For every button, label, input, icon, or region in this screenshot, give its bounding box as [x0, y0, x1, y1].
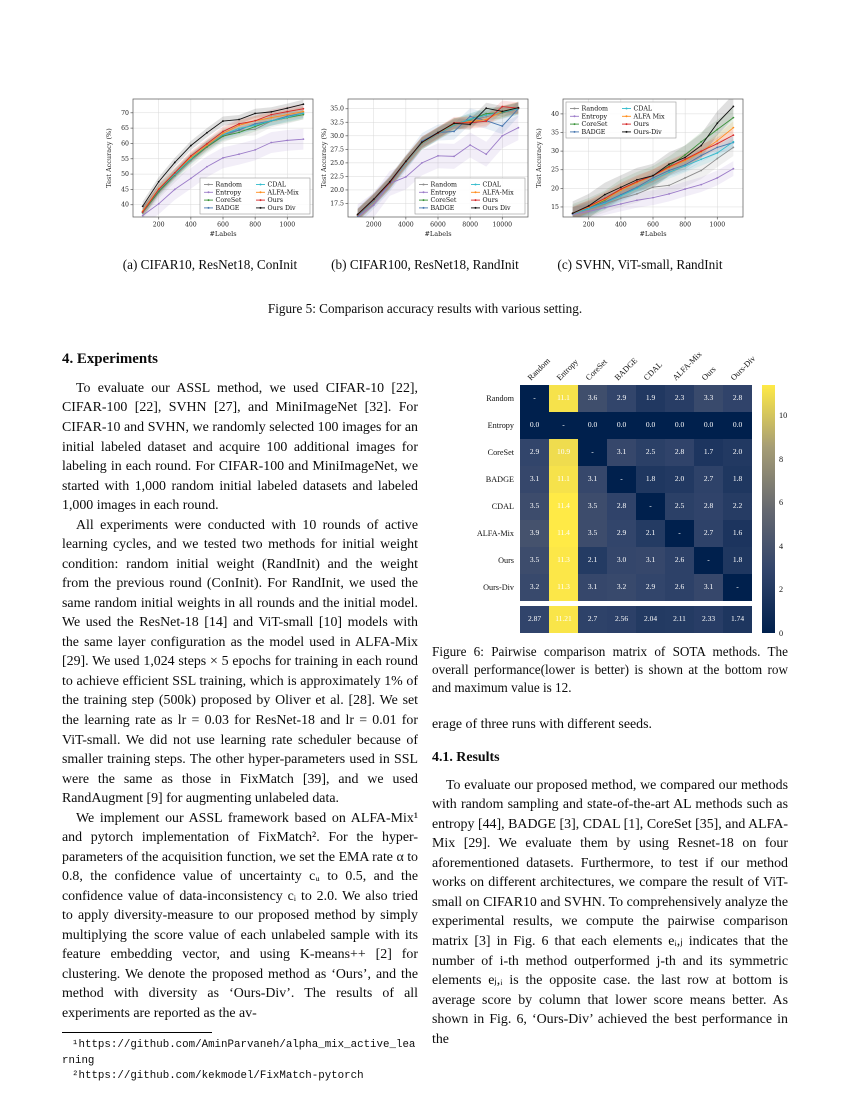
- heatmap-cell: -: [723, 574, 752, 601]
- svg-text:Test Accuracy (%): Test Accuracy (%): [104, 128, 113, 188]
- heatmap-cell: 0.0: [694, 412, 723, 439]
- svg-text:CDAL: CDAL: [482, 181, 501, 189]
- heatmap-row-label: CoreSet: [487, 448, 514, 457]
- svg-text:35: 35: [550, 129, 559, 137]
- svg-text:ALFA Mix: ALFA Mix: [633, 113, 665, 121]
- heatmap-cell: 3.9: [520, 520, 549, 547]
- heatmap-row-label: Ours: [498, 556, 514, 565]
- heatmap-cell: 3.2: [607, 574, 636, 601]
- heatmap-cell: 2.8: [607, 493, 636, 520]
- heatmap-cell: 2.3: [665, 385, 694, 412]
- svg-text:CoreSet: CoreSet: [581, 121, 607, 129]
- svg-text:4000: 4000: [397, 221, 414, 229]
- svg-text:8000: 8000: [461, 221, 478, 229]
- continuation-line: erage of three runs with different seeds.: [432, 716, 652, 732]
- svg-text:200: 200: [152, 221, 165, 229]
- heatmap-cell: 1.74: [723, 606, 752, 633]
- colorbar-tick-label: 8: [779, 454, 784, 464]
- subcaption-c: (c) SVHN, ViT-small, RandInit: [557, 257, 723, 272]
- heatmap-cell: 2.6: [665, 547, 694, 574]
- heatmap-colorbar: [762, 385, 775, 633]
- svg-text:55: 55: [120, 155, 129, 163]
- heatmap-cell: -: [578, 439, 607, 466]
- heatmap-cell: 3.5: [520, 493, 549, 520]
- right-column: [432, 349, 788, 1084]
- svg-text:40: 40: [120, 201, 129, 209]
- section-heading-experiments: 4. Experiments: [62, 351, 158, 367]
- svg-text:800: 800: [678, 221, 691, 229]
- heatmap-cell: 0.0: [578, 412, 607, 439]
- heatmap-cell: 3.5: [578, 493, 607, 520]
- colorbar-tick-label: 6: [779, 498, 784, 508]
- heatmap-cell: 2.7: [578, 606, 607, 633]
- svg-text:BADGE: BADGE: [215, 205, 239, 212]
- svg-text:27.5: 27.5: [329, 146, 344, 154]
- heatmap-cell: 2.33: [694, 606, 723, 633]
- heatmap-cell: 11.4: [549, 493, 578, 520]
- colorbar-tick-label: 10: [779, 411, 788, 421]
- heatmap-cell: 0.0: [723, 412, 752, 439]
- svg-text:Ours: Ours: [267, 197, 283, 205]
- svg-text:60: 60: [120, 140, 129, 148]
- svg-text:Ours Div: Ours Div: [267, 205, 296, 212]
- svg-text:Entropy: Entropy: [215, 189, 241, 197]
- heatmap-cell: 1.9: [636, 385, 665, 412]
- heatmap-column-label: BADGE: [612, 355, 640, 383]
- heatmap-cell: 1.8: [723, 547, 752, 574]
- svg-text:25: 25: [550, 166, 559, 174]
- heatmap-cell: 2.8: [723, 385, 752, 412]
- experiments-paragraph-3: We implement our ASSL framework based on ALFA-Mix¹ and pytorch implementation of FixMatch². For the hyper-parameters of the acquisition function, we set the EMA rate α to 0.8, the confidence value of uncertainty cᵤ to 0.5, and the confidence value of data-inconsistency cᵢ to 2.0. We also tried to apply diversity-measure to our proposed method by simply multiplying the score value of each unlabeled sample with its feature embedding vector, and using K-means++ [2] for clustering. We denote the proposed method as ‘Ours’, and the method with diversity as ‘Ours-Div’. The results of all experiments are reported as the av-: [62, 810, 418, 1021]
- heatmap-row-label: Random: [486, 394, 514, 403]
- heatmap-cell: 10.9: [549, 439, 578, 466]
- heatmap-cell: 3.1: [694, 574, 723, 601]
- svg-text:BADGE: BADGE: [430, 205, 454, 212]
- heatmap-cell: 1.8: [636, 466, 665, 493]
- footnotes: [62, 1038, 418, 1083]
- figure5-caption: Figure 5: Comparison accuracy results with various setting.: [267, 301, 583, 316]
- heatmap-cell: -: [665, 520, 694, 547]
- svg-text:17.5: 17.5: [329, 200, 344, 208]
- svg-text:Entropy: Entropy: [430, 189, 456, 197]
- heatmap-cell: 2.87: [520, 606, 549, 633]
- heatmap-cell: 3.1: [520, 466, 549, 493]
- heatmap-cell: 3.5: [578, 520, 607, 547]
- heatmap-cell: 3.5: [520, 547, 549, 574]
- svg-text:32.5: 32.5: [329, 119, 344, 127]
- heatmap-cell: 11.21: [549, 606, 578, 633]
- heatmap-cell: 11.1: [549, 385, 578, 412]
- heatmap-cell: 2.0: [723, 439, 752, 466]
- heatmap-cell: 2.11: [665, 606, 694, 633]
- heatmap-cell: 2.6: [665, 574, 694, 601]
- svg-text:6000: 6000: [429, 221, 446, 229]
- heatmap-cell: -: [549, 412, 578, 439]
- svg-text:22.5: 22.5: [329, 173, 344, 181]
- heatmap-cell: 2.1: [578, 547, 607, 574]
- svg-text:1000: 1000: [708, 221, 725, 229]
- svg-text:70: 70: [120, 109, 129, 117]
- subcaption-b: (b) CIFAR100, ResNet18, RandInit: [331, 257, 519, 272]
- heatmap-cell: 0.0: [665, 412, 694, 439]
- svg-text:ALFA-Mix: ALFA-Mix: [482, 189, 514, 197]
- colorbar-tick-label: 4: [779, 541, 784, 551]
- experiments-paragraph-2: All experiments were conducted with 10 rounds of active learning cycles, and we tested two methods for initial weight condition: random initial weight (RandInit) and the weight from the previous round (ConInit). For RandInit, we used the same random initial weights in all rounds and the initial model. We used the ResNet-18 [14] and ViT-small [10] models with the same layer configuration as the model used in ALFA-Mix [29]. We used 1,024 steps × 5 epochs for training in each round to achieve efficient SSL training, which is approximately 1% of the training step (500k) proposed by Oliver et al. [28]. We set the learning rate as lr = 0.03 for ResNet-18 and lr = 0.01 for ViT-small. We did not use learning rate scheduler because of smaller training steps. The other hyper-parameters used in SSL were the same as those in FixMatch [39], and we used RandAugment [9] for augmenting unlabeled data.: [62, 517, 418, 807]
- heatmap-column-label: Entropy: [554, 357, 581, 383]
- heatmap-cell: 1.7: [694, 439, 723, 466]
- heatmap-column-label: Random: [525, 356, 552, 383]
- svg-text:200: 200: [582, 221, 595, 229]
- svg-text:#Labels: #Labels: [638, 230, 667, 238]
- heatmap-cell: 1.8: [723, 466, 752, 493]
- heatmap-cell: 0.0: [520, 412, 549, 439]
- figure6-caption: Figure 6: Pairwise comparison matrix of SOTA methods. The overall performance(lower is better) is shown at the bottom row and maximum value is 12.: [432, 644, 788, 696]
- heatmap-cell: 2.7: [694, 466, 723, 493]
- chart-svhn-vit-small-randinit: [533, 93, 748, 245]
- heatmap-cell: 2.9: [636, 574, 665, 601]
- pairwise-comparison-heatmap: [432, 349, 788, 641]
- heatmap-column-label: CDAL: [641, 360, 665, 383]
- svg-text:20.0: 20.0: [329, 186, 344, 194]
- heatmap-cell: 0.0: [607, 412, 636, 439]
- svg-text:30: 30: [550, 148, 559, 156]
- heatmap-cell: -: [636, 493, 665, 520]
- footnote-rule: [62, 1032, 212, 1033]
- heatmap-cell: 3.6: [578, 385, 607, 412]
- heatmap-column-label: CoreSet: [583, 357, 610, 383]
- svg-text:Ours-Div: Ours-Div: [633, 129, 662, 136]
- svg-text:400: 400: [614, 221, 627, 229]
- svg-text:Random: Random: [215, 181, 242, 189]
- heatmap-cell: 11.3: [549, 574, 578, 601]
- left-column: [62, 349, 418, 1084]
- heatmap-cell: 2.9: [607, 385, 636, 412]
- svg-text:Test Accuracy (%): Test Accuracy (%): [534, 128, 543, 188]
- heatmap-cell: 3.3: [694, 385, 723, 412]
- subcaption-a: (a) CIFAR10, ResNet18, ConInit: [122, 257, 298, 272]
- svg-text:10000: 10000: [491, 221, 512, 229]
- svg-text:800: 800: [248, 221, 261, 229]
- svg-text:400: 400: [184, 221, 197, 229]
- svg-text:30.0: 30.0: [329, 132, 344, 140]
- svg-text:Ours Div: Ours Div: [482, 205, 511, 212]
- svg-text:Ours: Ours: [482, 197, 498, 205]
- svg-text:Random: Random: [581, 105, 608, 113]
- heatmap-column-label: Ours: [699, 364, 718, 383]
- svg-text:Test Accuracy (%): Test Accuracy (%): [319, 128, 328, 188]
- heatmap-cell: 0.0: [636, 412, 665, 439]
- heatmap-cell: 2.0: [665, 466, 694, 493]
- heatmap-row-label: Ours-Div: [483, 583, 514, 592]
- svg-text:Ours: Ours: [633, 121, 649, 129]
- results-paragraph-1: To evaluate our proposed method, we compared our methods with random sampling and state-of-the-art AL methods such as entropy [44], BADGE [3], CDAL [1], CoreSet [35], and ALFA-Mix [29]. We evaluate them by using Resnet-18 on four aforementioned datasets. Furthermore, to test if our method works on different architectures, we compare the result of ViT-small on CIFAR10 and SVHN. To comprehensively analyze the experimental results, we compute the pairwise comparison matrix [3] in Fig. 6 that each elements eᵢ,ⱼ indicates that the number of i-th method outperformed j-th and its symmetric elements eⱼ,ᵢ is the opposite case. the last row at bottom is average score by column that lower score means better. As shown in Fig. 6, ‘Ours-Div’ achieved the best performance in the: [432, 777, 788, 1047]
- subsection-heading-results: 4.1. Results: [432, 750, 500, 766]
- heatmap-cell: 11.3: [549, 547, 578, 574]
- svg-text:2000: 2000: [365, 221, 382, 229]
- svg-text:Random: Random: [430, 181, 457, 189]
- svg-text:25.0: 25.0: [329, 159, 344, 167]
- heatmap-cell: 2.9: [607, 520, 636, 547]
- svg-text:CDAL: CDAL: [267, 181, 286, 189]
- heatmap-cell: 2.8: [665, 439, 694, 466]
- heatmap-row-label: Entropy: [487, 421, 514, 430]
- colorbar-tick-label: 2: [779, 585, 784, 595]
- heatmap-cell: 11.4: [549, 520, 578, 547]
- colorbar-tick-label: 0: [779, 629, 784, 638]
- svg-text:#Labels: #Labels: [208, 230, 237, 238]
- svg-text:CoreSet: CoreSet: [430, 197, 456, 205]
- heatmap-cell: 2.2: [723, 493, 752, 520]
- svg-text:35.0: 35.0: [329, 105, 344, 113]
- svg-text:15: 15: [550, 203, 559, 211]
- figure5-charts: [0, 93, 850, 245]
- svg-text:Entropy: Entropy: [581, 113, 607, 121]
- svg-text:40: 40: [550, 110, 559, 118]
- heatmap-cell: 3.1: [636, 547, 665, 574]
- svg-text:600: 600: [216, 221, 229, 229]
- heatmap-cell: 1.6: [723, 520, 752, 547]
- heatmap-cell: 2.7: [694, 520, 723, 547]
- heatmap-cell: 3.1: [578, 466, 607, 493]
- heatmap-cell: 3.1: [578, 574, 607, 601]
- svg-text:CDAL: CDAL: [633, 105, 652, 113]
- heatmap-row-label: BADGE: [485, 475, 514, 484]
- figure5-subcaptions: [0, 257, 850, 273]
- heatmap-cell: 2.9: [520, 439, 549, 466]
- footnote-alpha-mix-link[interactable]: ¹https://github.com/AminParvaneh/alpha_mix_active_learning: [62, 1039, 416, 1067]
- heatmap-cell: -: [694, 547, 723, 574]
- heatmap-cell: 3.1: [607, 439, 636, 466]
- svg-text:1000: 1000: [278, 221, 295, 229]
- heatmap-cell: 2.56: [607, 606, 636, 633]
- footnote-fixmatch-link[interactable]: ²https://github.com/kekmodel/FixMatch-pytorch: [72, 1069, 364, 1082]
- heatmap-cell: 2.5: [665, 493, 694, 520]
- heatmap-cell: -: [520, 385, 549, 412]
- svg-text:50: 50: [120, 171, 129, 179]
- heatmap-cell: 2.5: [636, 439, 665, 466]
- experiments-paragraph-1: To evaluate our ASSL method, we used CIFAR-10 [22], CIFAR-100 [22], SVHN [27], and MiniImageNet [32]. For CIFAR-10 and SVHN, we randomly selected 100 images for an initial labeled dataset and acquire 100 additional images for labeling in each round. For CIFAR-100 and MiniImageNet, we started with 1,000 random initial labeled datasets and labeled 1,000 images in each round.: [62, 380, 418, 514]
- svg-text:CoreSet: CoreSet: [215, 197, 241, 205]
- svg-text:#Labels: #Labels: [423, 230, 452, 238]
- chart-cifar10-resnet18-coninit: [103, 93, 318, 245]
- svg-text:ALFA-Mix: ALFA-Mix: [267, 189, 299, 197]
- svg-text:600: 600: [646, 221, 659, 229]
- heatmap-cell: -: [607, 466, 636, 493]
- heatmap-cell: 2.8: [694, 493, 723, 520]
- heatmap-cell: 2.1: [636, 520, 665, 547]
- heatmap-column-label: Ours-Div: [728, 354, 758, 383]
- heatmap-column-label: ALFA-Mix: [670, 349, 704, 383]
- two-column-body: [62, 349, 788, 1084]
- heatmap-row-label: ALFA-Mix: [476, 529, 514, 538]
- chart-cifar100-resnet18-randinit: [318, 93, 533, 245]
- svg-text:20: 20: [550, 185, 559, 193]
- heatmap-cell: 11.1: [549, 466, 578, 493]
- heatmap-cell: 3.2: [520, 574, 549, 601]
- heatmap-row-label: CDAL: [491, 502, 514, 511]
- heatmap-cell: 2.04: [636, 606, 665, 633]
- svg-text:45: 45: [120, 186, 129, 194]
- svg-text:65: 65: [120, 125, 129, 133]
- svg-text:BADGE: BADGE: [581, 129, 605, 136]
- heatmap-cell: 3.0: [607, 547, 636, 574]
